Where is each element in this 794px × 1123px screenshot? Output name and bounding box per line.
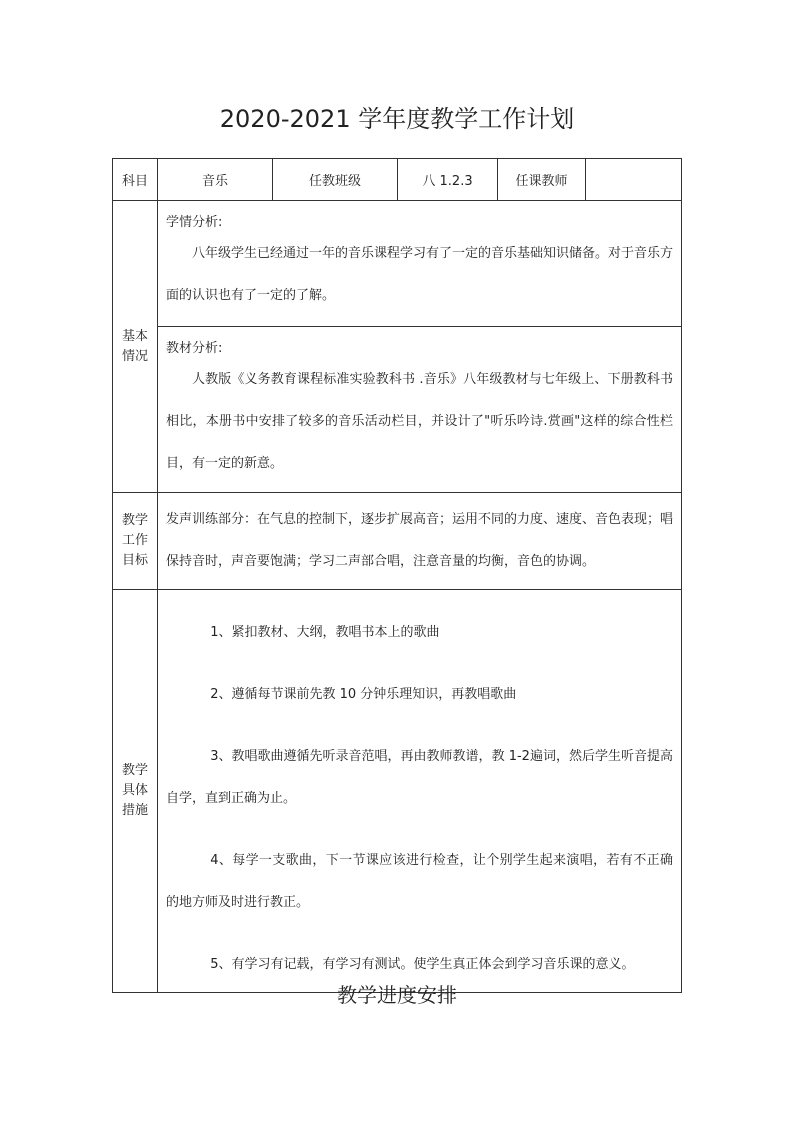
material-analysis-heading: 教材分析:: [166, 341, 223, 356]
measures-label: [113, 590, 158, 993]
basic-student-row: [113, 201, 682, 327]
student-analysis-heading: 学情分析:: [166, 215, 223, 230]
section-title: 教学进度安排: [337, 983, 457, 1007]
teaching-plan-table: [112, 158, 682, 993]
measure-item: 2、遵循每节课前先教 10 分钟乐理知识，再教唱歌曲: [210, 687, 517, 702]
measures-label-line-3: 措施: [121, 803, 148, 818]
measures-list: [166, 596, 673, 986]
goals-label-line-1: 教学: [121, 513, 148, 528]
document-title: 2020-2021 学年度教学工作计划: [219, 105, 575, 133]
measures-cell: [158, 590, 682, 993]
student-analysis-cell: [158, 201, 682, 327]
measures-label-line-1: 教学: [121, 763, 148, 778]
class-label: 任教班级: [273, 159, 398, 201]
teacher-label: 任课教师: [498, 159, 586, 201]
goals-row: [113, 493, 682, 590]
student-analysis-text: 八年级学生已经通过一年的音乐课程学习有了一定的音乐基础知识储备。对于音乐方面的认识也有了一定的了解。: [166, 246, 674, 303]
measure-item: 4、每学一支歌曲，下一节课应该进行检查，让个别学生起来演唱，若有不正确的地方师及时进行教正。: [166, 853, 673, 910]
teacher-value: [586, 159, 682, 201]
measure-item: 1、紧扣教材、大纲，教唱书本上的歌曲: [210, 625, 440, 640]
subject-label: 科目: [113, 159, 158, 201]
goals-label: [113, 493, 158, 590]
goals-text: 发声训练部分：在气息的控制下，逐步扩展高音；运用不同的力度、速度、音色表现；唱保持音时，声音要饱满；学习二声部合唱，注意音量的均衡，音色的协调。: [166, 512, 674, 569]
subject-value: 音乐: [158, 159, 273, 201]
measure-item: 3、教唱歌曲遵循先听录音范唱，再由教师教谱，教 1-2遍词，然后学生听音提高自学，直到正确为止。: [166, 749, 673, 806]
basic-label-line-2: 情况: [121, 348, 148, 364]
goals-cell: [158, 493, 682, 590]
measures-row: [113, 590, 682, 993]
class-value: 八 1.2.3: [398, 159, 498, 201]
goals-label-line-2: 工作: [121, 533, 148, 548]
basic-label-line-1: 基本: [121, 328, 148, 344]
basic-material-row: [113, 327, 682, 493]
measures-label-line-2: 具体: [121, 783, 148, 798]
material-analysis-text: 人教版《义务教育课程标准实验教科书 .音乐》八年级教材与七年级上、下册教科书相比，本册书中安排了较多的音乐活动栏目，并设计了"听乐吟诗.赏画"这样的综合性栏目，有一定的新意。: [166, 372, 673, 471]
material-analysis-cell: [158, 327, 682, 493]
header-row: [113, 159, 682, 201]
measure-item: 5、有学习有记载，有学习有测试。使学生真正体会到学习音乐课的意义。: [210, 957, 635, 972]
goals-label-line-3: 目标: [121, 553, 148, 568]
basic-situation-label: [113, 201, 158, 493]
